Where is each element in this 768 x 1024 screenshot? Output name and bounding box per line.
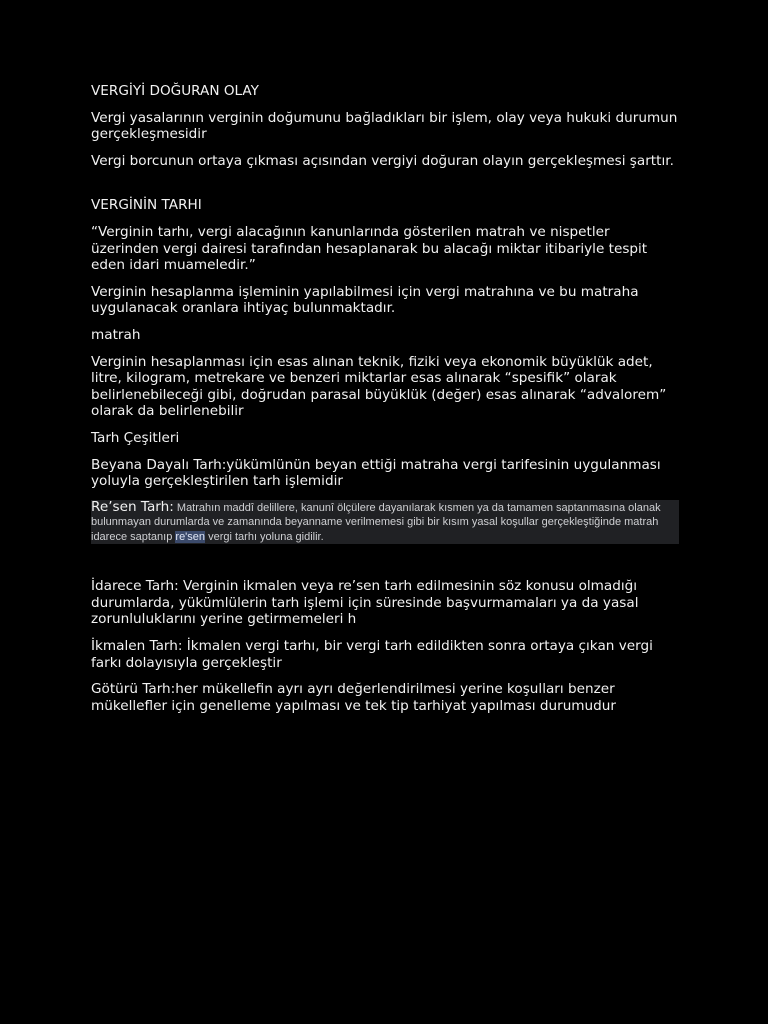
paragraph: Verginin hesaplanma işleminin yapılabilmesi için vergi matrahına ve bu matraha uygulanacak oranlara ihtiyaç bulunmaktadır. xyxy=(91,283,639,317)
paragraph: Verginin hesaplanması için esas alınan teknik, fiziki veya ekonomik büyüklük adet, litre, kilogram, metrekare ve benzeri miktarlar esas alınarak “spesifik” olarak belirlenebileceği gibi, doğrudan parasal büyüklük (değer) esas alınarak “advalorem” olarak da belirlenebilir xyxy=(91,353,667,420)
paragraph-beyana-dayali-tarh: Beyana Dayalı Tarh:yükümlünün beyan ettiği matraha vergi tarifesinin uygulanması yoluyla gerçekleştirilen tarh işlemidir xyxy=(91,456,661,490)
spacer xyxy=(91,554,679,578)
resen-tarh-label: Re’sen Tarh: xyxy=(91,498,174,515)
paragraph: Vergi borcunun ortaya çıkması açısından vergiyi doğuran olayın gerçekleşmesi şarttır. xyxy=(91,152,674,169)
resen-tarh-text-end: vergi tarhı yoluna gidilir. xyxy=(208,530,324,543)
paragraph: Vergi yasalarının verginin doğumunu bağladıkları bir işlem, olay veya hukuki durumun gerçekleşmesidir xyxy=(91,109,678,143)
spacer xyxy=(91,179,679,197)
paragraph-ikmalen-tarh: İkmalen Tarh: İkmalen vergi tarhı, bir vergi tarh edildikten sonra ortaya çıkan vergi farkı dolayısıyla gerçekleştir xyxy=(91,637,653,671)
paragraph-idarece-tarh: İdarece Tarh: Verginin ikmalen veya re’sen tarh edilmesinin söz konusu olmadığı durumlarda, yükümlülerin tarh işlemi için süresinde başvurmamaları ya da yasal zorunluluklarını yerine getirmemeleri h xyxy=(91,578,639,628)
heading-verginin-tarhi: VERGİNİN TARHI xyxy=(91,197,202,214)
heading-vergiyi-doguran-olay: VERGİYİ DOĞURAN OLAY xyxy=(91,83,259,99)
document-body[interactable] xyxy=(91,83,679,724)
selected-text[interactable]: re'sen xyxy=(175,530,206,543)
resen-tarh-text: Matrahın maddî delillere, kanunî ölçülere dayanılarak kısmen ya da tamamen saptanmasına olanak bulunmayan durumlarda ve zamanında beyanname verilmemesi gibi bir kısım yasal koşullar gerçekleştiğinde matrah idarece saptanıp xyxy=(91,501,661,543)
paragraph-matrah-label: matrah xyxy=(91,326,141,343)
heading-tarh-cesitleri: Tarh Çeşitleri xyxy=(91,429,180,446)
paragraph-definition: “Verginin tarhı, vergi alacağının kanunlarında gösterilen matrah ve nispetler üzerinden vergi dairesi tarafından hesaplanarak bu alacağı miktar itibariyle tespit eden idari muameledir.” xyxy=(91,223,648,274)
pasted-block-resen-tarh xyxy=(91,500,679,545)
paragraph-goturu-tarh: Götürü Tarh:her mükellefin ayrı ayrı değerlendirilmesi yerine koşulları benzer mükellefler için genelleme yapılması ve tek tip tarhiyat yapılması durumudur xyxy=(91,681,616,714)
